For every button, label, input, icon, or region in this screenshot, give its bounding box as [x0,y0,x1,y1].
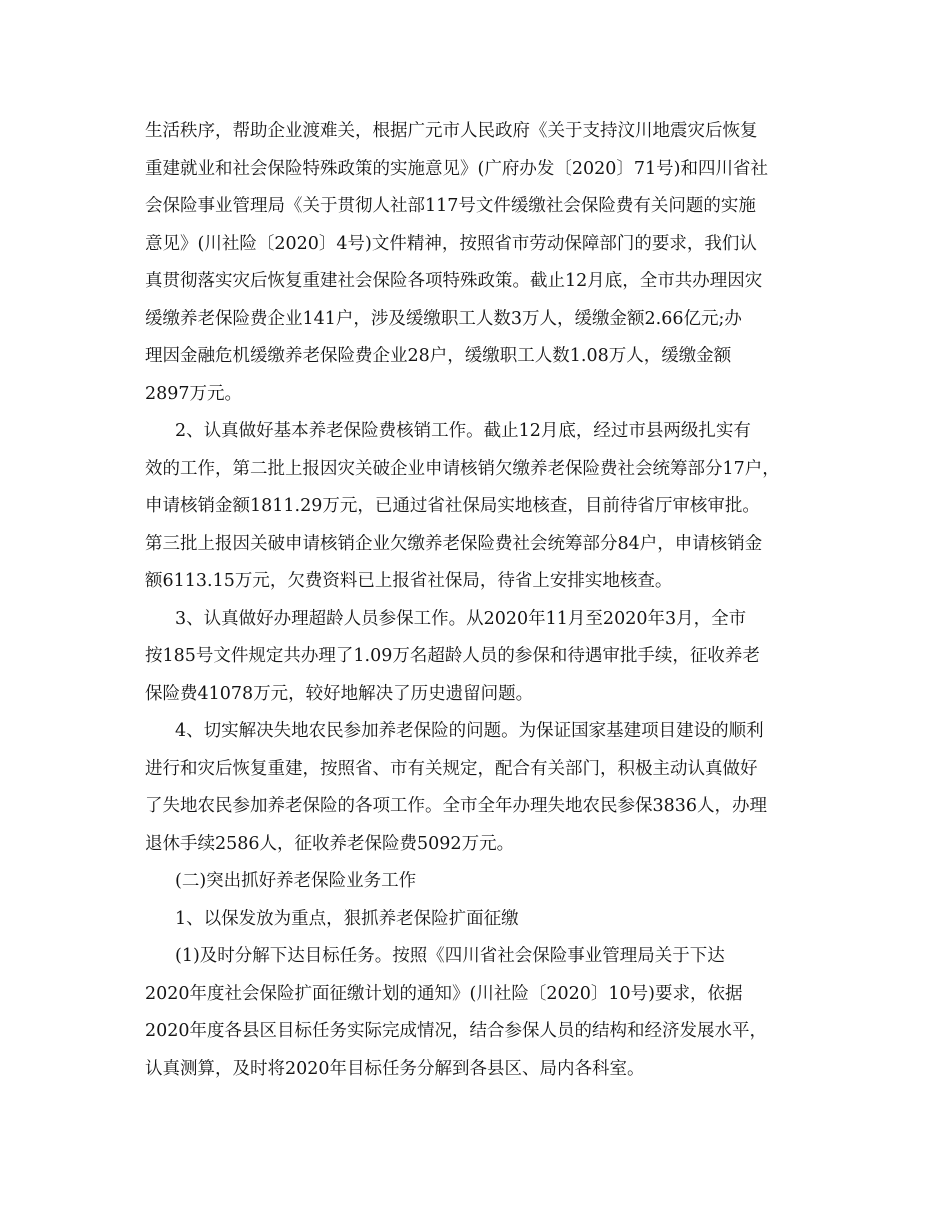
text-line: 真贯彻落实灾后恢复重建社会保险各项特殊政策。截止12月底，全市共办理因灾 [145,271,763,291]
text-line: 2020年度社会保险扩面征缴计划的通知》(川社险〔2020〕10号)要求，依据 [145,983,743,1004]
text-line: 2020年度各县区目标任务实际完成情况，结合参保人员的结构和经济发展水平， [145,1021,768,1041]
text-line: 认真测算，及时将2020年目标任务分解到各县区、局内各科室。 [145,1058,645,1079]
text-line: 效的工作，第二批上报因灾关破企业申请核销欠缴养老保险费社会统筹部分17户， [145,458,780,479]
text-line: 理因金融危机缓缴养老保险费企业28户，缓缴职工人数1.08万人，缓缴金额 [145,346,732,366]
text-line: 会保险事业管理局《关于贯彻人社部117号文件缓缴社会保险费有关问题的实施 [145,196,756,216]
text-line: 缓缴养老保险费企业141户，涉及缓缴职工人数3万人，缓缴金额2.66亿元;办 [145,308,742,329]
text-line: 第三批上报因关破申请核销企业欠缴养老保险费社会统筹部分84户，申请核销金 [145,533,763,554]
text-line: 2、认真做好基本养老保险费核销工作。截止12月底，经过市县两级扎实有 [175,421,751,441]
text-line: 重建就业和社会保险特殊政策的实施意见》(广府办发〔2020〕71号)和四川省社 [145,158,768,179]
text-line: 保险费41078万元，较好地解决了历史遗留问题。 [145,683,534,704]
text-line: 申请核销金额1811.29万元，已通过省社保局实地核查，目前待省厅审核审批。 [145,496,760,516]
text-line: (二)突出抓好养老保险业务工作 [175,871,417,891]
text-line: 4、切实解决失地农民参加养老保险的问题。为保证国家基建项目建设的顺利 [175,721,764,741]
text-line: 2897万元。 [145,383,243,404]
text-line: 额6113.15万元，欠费资料已上报省社保局，待省上安排实地核查。 [145,571,673,591]
text-line: 了失地农民参加养老保险的各项工作。全市全年办理失地农民参保3836人，办理 [145,796,768,816]
text-line: 生活秩序，帮助企业渡难关，根据广元市人民政府《关于支持汶川地震灾后恢复 [145,121,758,141]
text-line: (1)及时分解下达目标任务。按照《四川省社会保险事业管理局关于下达 [175,946,725,966]
text-line: 3、认真做好办理超龄人员参保工作。从2020年11月至2020年3月，全市 [175,608,747,629]
text-line: 进行和灾后恢复重建，按照省、市有关规定，配合有关部门，积极主动认真做好 [145,758,758,779]
document-body [145,113,825,1088]
text-line: 意见》(川社险〔2020〕4号)文件精神，按照省市劳动保障部门的要求，我们认 [145,233,757,254]
text-line: 1、以保发放为重点，狠抓养老保险扩面征缴 [175,908,519,929]
text-line: 退休手续2586人，征收养老保险费5092万元。 [145,833,515,854]
text-line: 按185号文件规定共办理了1.09万名超龄人员的参保和待遇审批手续，征收养老 [145,646,760,666]
